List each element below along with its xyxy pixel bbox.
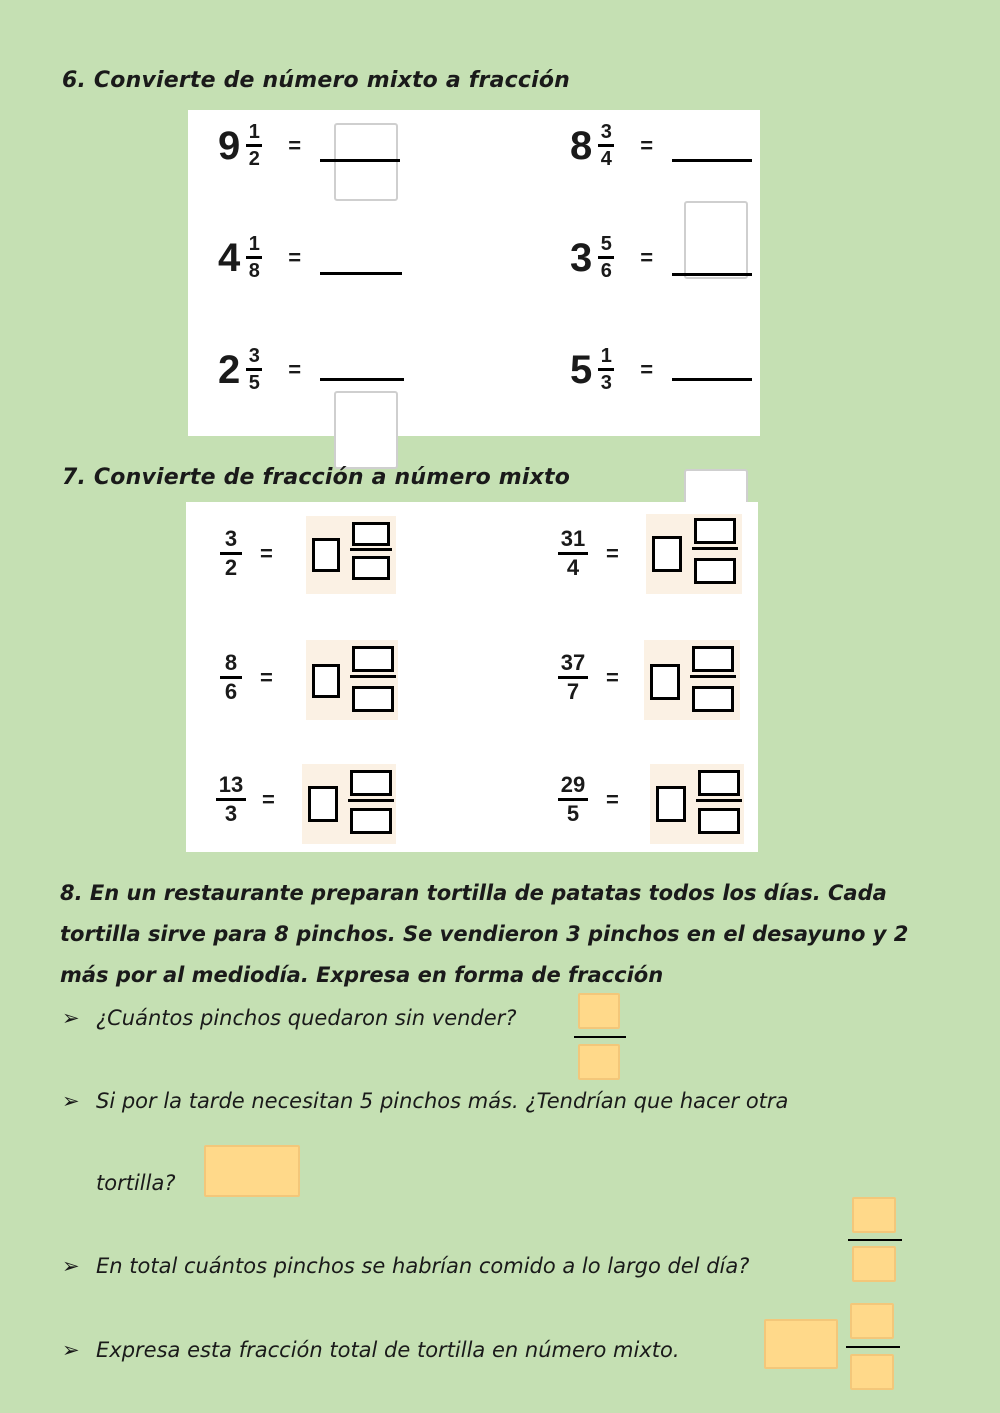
numerator-input[interactable] [352,646,394,672]
mixed-to-fraction-panel [188,110,760,436]
exercise-6-6 [570,346,653,393]
fraction-line [320,272,402,275]
q3-denominator-input[interactable] [852,1246,896,1282]
exercise-7-1 [220,528,273,579]
whole-input[interactable] [650,664,680,700]
q4-numerator-input[interactable] [850,1303,894,1339]
question-2: Si por la tarde necesitan 5 pinchos más. ¿Tendrían que hacer otra [96,1089,789,1113]
exercise-6-4 [570,234,653,281]
answer-fraction-box[interactable] [334,123,398,201]
exercise-7-4 [558,652,619,703]
fraction-line [690,675,736,678]
fraction-line [672,159,752,162]
q2-answer-input[interactable] [204,1145,300,1197]
equals-sign: = [640,132,654,158]
q1-denominator-input[interactable] [578,1044,620,1080]
q1-numerator-input[interactable] [578,993,620,1029]
numerator-input[interactable] [352,522,390,546]
bullet-arrow-icon: ➢ [62,1089,80,1113]
numerator-input[interactable] [698,770,740,796]
denominator-input[interactable] [352,556,390,580]
fraction: $\frac{3}{4}$ [598,122,614,169]
exercise-7-5 [216,774,275,825]
q3-numerator-input[interactable] [852,1197,896,1233]
fraction-line [672,273,752,276]
section-6-title: 6. Convierte de número mixto a fracción [62,68,571,93]
fraction: $\frac{13}{3}$ [216,774,246,825]
answer-fraction-box[interactable] [334,391,398,469]
bullet-arrow-icon: ➢ [62,1006,80,1030]
equals-sign: = [640,244,654,270]
whole-input[interactable] [652,536,682,572]
fraction: $\frac{3}{5}$ [246,346,262,393]
question-4: Expresa esta fracción total de tortilla en número mixto. [96,1338,680,1362]
equals-sign: = [640,356,654,382]
whole-number: 2 [218,347,241,392]
q4-whole-input[interactable] [764,1319,838,1369]
equals-sign: = [288,356,302,382]
whole-number: 4 [218,235,241,280]
fraction-line [574,1036,626,1038]
fraction: $\frac{31}{4}$ [558,528,588,579]
fraction: $\frac{37}{7}$ [558,652,588,703]
numerator-input[interactable] [692,646,734,672]
fraction-line [320,159,400,162]
exercise-6-1 [218,122,301,169]
fraction: $\frac{8}{6}$ [220,652,242,703]
whole-number: 5 [570,347,593,392]
exercise-6-5 [218,346,301,393]
section-8-statement: 8. En un restaurante preparan tortilla de patatas todos los días. Cada tortilla sirve para 8 pinchos. Se vendieron 3 pinchos en el desayuno y 2 más por al mediodía. Expresa en forma de fracción [60,881,909,987]
denominator-input[interactable] [698,808,740,834]
fraction-line [350,548,392,551]
fraction-line [848,1239,902,1241]
fraction: $\frac{1}{3}$ [598,346,614,393]
equals-sign: = [288,132,302,158]
fraction-line [846,1346,900,1348]
whole-number: 3 [570,235,593,280]
bullet-arrow-icon: ➢ [62,1338,80,1362]
fraction-line [692,547,738,550]
fraction-to-mixed-panel [186,502,758,852]
whole-input[interactable] [656,786,686,822]
bullet-arrow-icon: ➢ [62,1254,80,1278]
fraction-line [696,799,742,802]
equals-sign: = [606,786,619,812]
exercise-7-2 [558,528,619,579]
equals-sign: = [260,664,273,690]
equals-sign: = [262,786,275,812]
fraction-line [672,378,752,381]
whole-input[interactable] [312,538,340,572]
q4-denominator-input[interactable] [850,1354,894,1390]
whole-input[interactable] [308,786,338,822]
equals-sign: = [606,664,619,690]
fraction: $\frac{1}{2}$ [246,122,262,169]
question-2-continued: tortilla? [96,1171,176,1195]
equals-sign: = [606,540,619,566]
equals-sign: = [288,244,302,270]
fraction-line [320,378,404,381]
section-7-title: 7. Convierte de fracción a número mixto [62,465,571,490]
denominator-input[interactable] [692,686,734,712]
fraction: $\frac{5}{6}$ [598,234,614,281]
exercise-7-3 [220,652,273,703]
fraction: $\frac{29}{5}$ [558,774,588,825]
fraction: $\frac{1}{8}$ [246,234,262,281]
denominator-input[interactable] [352,686,394,712]
denominator-input[interactable] [350,808,392,834]
fraction: $\frac{3}{2}$ [220,528,242,579]
fraction-line [348,799,394,802]
whole-number: 8 [570,123,593,168]
question-3: En total cuántos pinchos se habrían comido a lo largo del día? [96,1254,750,1278]
exercise-6-2 [570,122,653,169]
exercise-6-3 [218,234,301,281]
denominator-input[interactable] [694,558,736,584]
equals-sign: = [260,540,273,566]
exercise-7-6 [558,774,619,825]
question-1: ¿Cuántos pinchos quedaron sin vender? [96,1006,517,1030]
numerator-input[interactable] [350,770,392,796]
numerator-input[interactable] [694,518,736,544]
fraction-line [350,675,396,678]
whole-number: 9 [218,123,241,168]
answer-fraction-box[interactable] [684,201,748,279]
whole-input[interactable] [312,664,340,698]
